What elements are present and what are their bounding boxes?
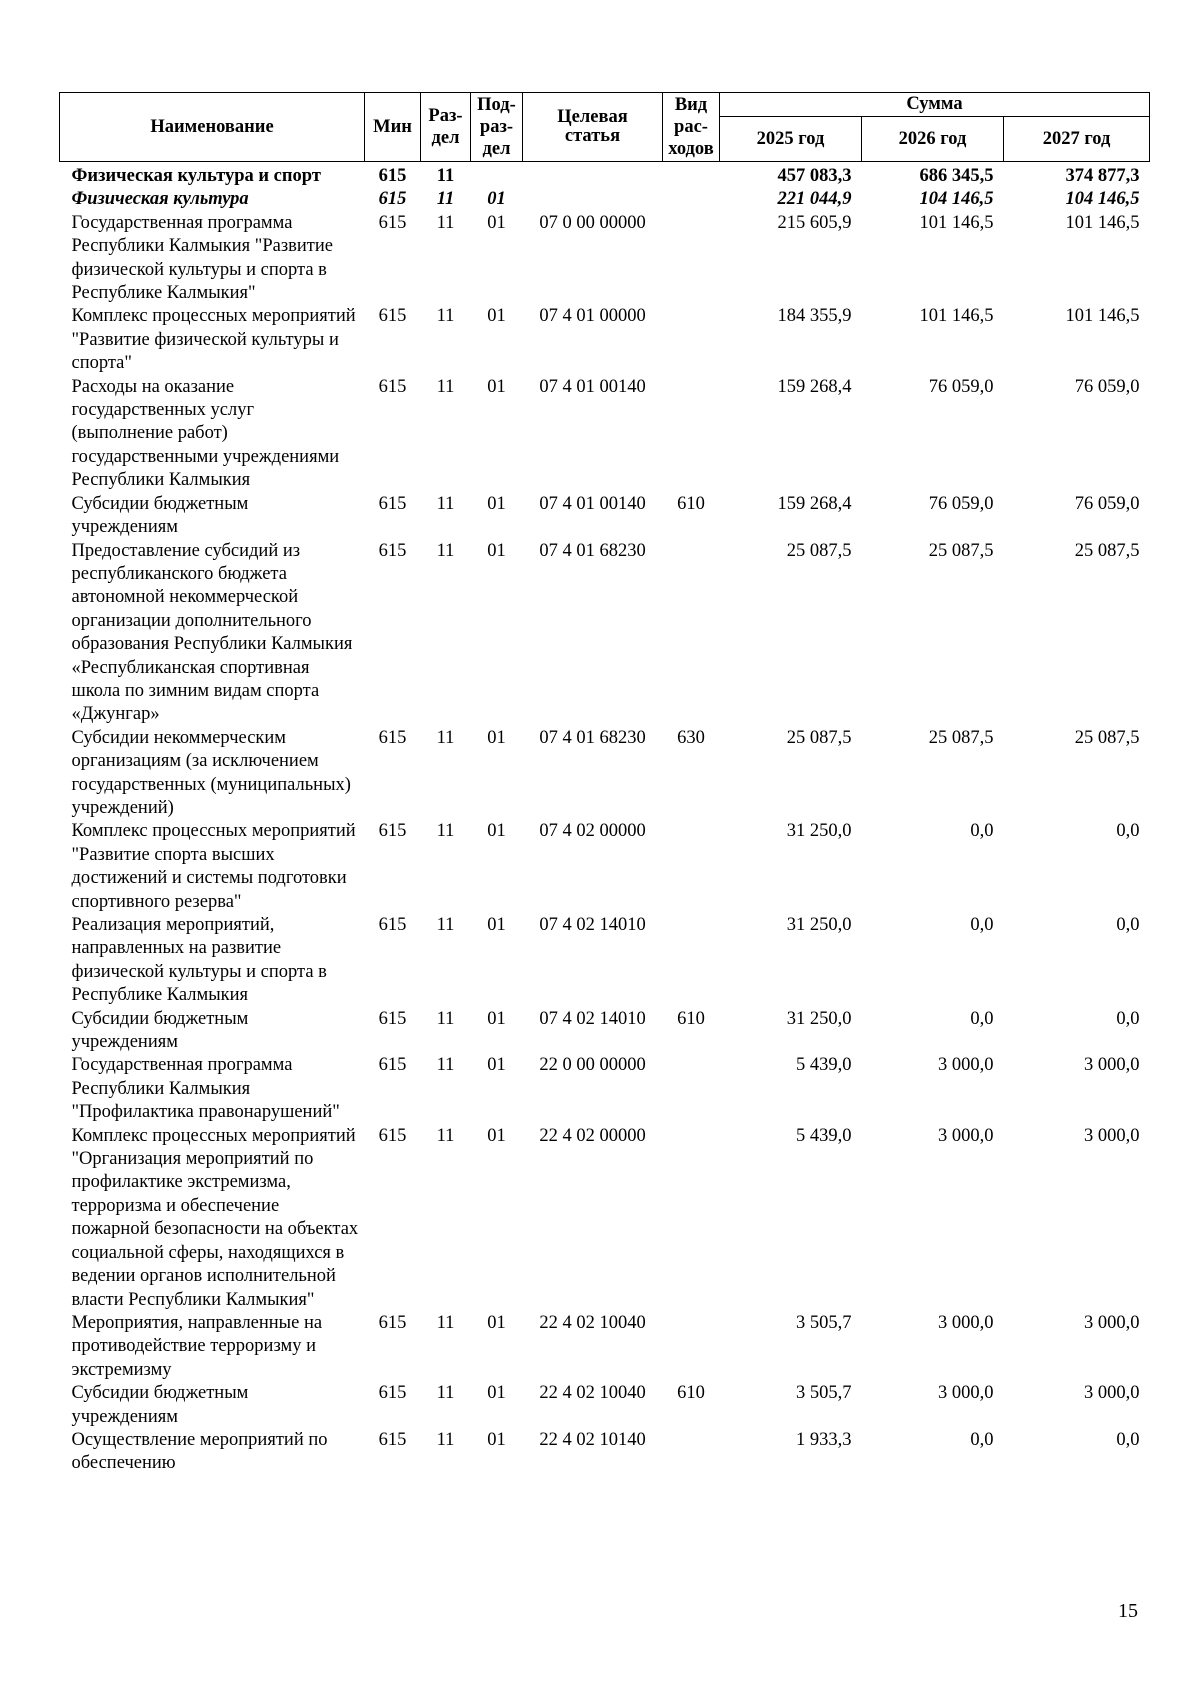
cell-podrazdel: 01 <box>487 1055 506 1076</box>
cell-y2027: 3 000,0 <box>1084 1125 1140 1146</box>
cell-name: Расходы на оказание государственных услуг (выполнение работ) государственными учреждениями Республики Калмыкия <box>71 376 340 491</box>
cell-vid <box>663 376 720 493</box>
cell-name: Предоставление субсидий из республиканского бюджета автономной некоммерческой организации дополнительного образования Республики Калмыкия «Республиканская спортивная школа по зимним видам спорта «Джунгар» <box>71 540 353 725</box>
table-row <box>60 1008 1150 1055</box>
cell-min: 615 <box>378 727 407 748</box>
cell-y2026: 3 000,0 <box>938 1125 994 1146</box>
cell-vid <box>663 188 720 211</box>
cell-razdel: 11 <box>436 1429 455 1450</box>
cell-min: 615 <box>378 189 407 210</box>
cell-target <box>523 188 663 211</box>
cell-y2025: 159 268,4 <box>777 493 852 514</box>
cell-y2027: 104 146,5 <box>1065 189 1140 210</box>
table-row <box>60 540 1150 727</box>
header-name: Наименование <box>60 93 365 162</box>
cell-y2026: 0,0 <box>970 1429 994 1450</box>
budget-table <box>59 92 1150 1476</box>
cell-target: 07 4 01 00000 <box>539 306 646 327</box>
cell-target: 07 4 02 14010 <box>539 915 646 935</box>
cell-y2026: 0,0 <box>970 821 994 842</box>
cell-y2026: 686 345,5 <box>919 166 994 186</box>
cell-razdel: 11 <box>436 189 455 210</box>
cell-name: Государственная программа Республики Калмыкия "Профилактика правонарушений" <box>71 1055 340 1123</box>
cell-y2026: 0,0 <box>970 1008 994 1029</box>
table-body <box>60 162 1150 1476</box>
cell-min: 615 <box>378 493 407 514</box>
cell-vid <box>663 1054 720 1124</box>
cell-min: 615 <box>378 540 407 561</box>
cell-name: Мероприятия, направленные на противодействие терроризму и экстремизму <box>71 1312 323 1380</box>
cell-y2026: 3 000,0 <box>938 1055 994 1076</box>
cell-vid <box>663 305 720 375</box>
cell-vid <box>663 1429 720 1476</box>
cell-podrazdel: 01 <box>487 1008 506 1029</box>
cell-name: Субсидии бюджетным учреждениям <box>71 493 249 538</box>
table-row <box>60 1312 1150 1382</box>
cell-podrazdel: 01 <box>487 1429 506 1450</box>
cell-y2027: 0,0 <box>1116 915 1140 935</box>
table-row <box>60 727 1150 821</box>
cell-y2027: 25 087,5 <box>1074 727 1140 748</box>
cell-min: 615 <box>378 166 407 186</box>
cell-razdel: 11 <box>436 376 455 397</box>
cell-name: Комплекс процессных мероприятий "Организация мероприятий по профилактике экстремизма, терроризма и обеспечение пожарной безопасности на объектах социальной сферы, находящихся в ведении органов исполнительной власти Республики Калмыкия" <box>71 1125 359 1310</box>
cell-razdel: 11 <box>436 1312 455 1333</box>
cell-vid: 610 <box>677 1008 705 1029</box>
cell-razdel: 11 <box>436 727 455 748</box>
cell-name: Субсидии бюджетным учреждениям <box>71 1383 249 1427</box>
cell-podrazdel: 01 <box>487 376 506 397</box>
table-row <box>60 305 1150 375</box>
table-row <box>60 1125 1150 1312</box>
table-row <box>60 1054 1150 1124</box>
cell-vid <box>663 162 720 189</box>
cell-y2027: 101 146,5 <box>1065 212 1140 233</box>
cell-y2027: 3 000,0 <box>1084 1383 1140 1404</box>
table-row <box>60 212 1150 306</box>
cell-vid <box>663 1312 720 1382</box>
table-row <box>60 1382 1150 1429</box>
cell-target: 22 4 02 10040 <box>539 1383 646 1404</box>
cell-podrazdel: 01 <box>487 1125 506 1146</box>
cell-razdel: 11 <box>436 306 455 327</box>
cell-podrazdel: 01 <box>487 821 506 842</box>
cell-target: 07 4 01 00140 <box>539 493 646 514</box>
cell-vid <box>663 820 720 914</box>
header-summa: Сумма <box>720 93 1150 117</box>
cell-podrazdel: 01 <box>487 306 506 327</box>
cell-min: 615 <box>378 376 407 397</box>
cell-y2025: 1 933,3 <box>796 1429 852 1450</box>
cell-y2027: 374 877,3 <box>1065 166 1140 186</box>
cell-razdel: 11 <box>436 915 455 935</box>
cell-y2026: 25 087,5 <box>928 540 994 561</box>
cell-podrazdel: 01 <box>487 540 506 561</box>
cell-y2025: 31 250,0 <box>786 821 852 842</box>
cell-podrazdel: 01 <box>487 1383 506 1404</box>
cell-y2025: 184 355,9 <box>777 306 852 327</box>
cell-target: 22 0 00 00000 <box>539 1055 646 1076</box>
cell-name: Реализация мероприятий, направленных на развитие физической культуры и спорта в Республике Калмыкия <box>71 915 327 1006</box>
cell-razdel: 11 <box>436 1125 455 1146</box>
cell-razdel: 11 <box>436 821 455 842</box>
cell-y2026: 25 087,5 <box>928 727 994 748</box>
cell-name: Субсидии бюджетным учреждениям <box>71 1008 249 1053</box>
table-row <box>60 820 1150 914</box>
cell-razdel: 11 <box>436 1383 455 1404</box>
cell-razdel: 11 <box>436 166 455 186</box>
cell-name: Комплекс процессных мероприятий "Развитие физической культуры и спорта" <box>71 306 356 374</box>
header-razdel: Раз- дел <box>421 93 471 162</box>
cell-name: Физическая культура и спорт <box>71 166 321 186</box>
cell-min: 615 <box>378 212 407 233</box>
cell-y2027: 76 059,0 <box>1074 493 1140 514</box>
cell-y2025: 5 439,0 <box>796 1055 852 1076</box>
cell-razdel: 11 <box>436 1008 455 1029</box>
cell-y2025: 215 605,9 <box>777 212 852 233</box>
cell-y2026: 101 146,5 <box>919 212 994 233</box>
cell-min: 615 <box>378 1055 407 1076</box>
cell-min: 615 <box>378 1312 407 1333</box>
cell-y2025: 25 087,5 <box>786 727 852 748</box>
header-vid: Вид рас- ходов <box>663 93 720 162</box>
header-target: Целевая статья <box>523 93 663 162</box>
cell-y2027: 0,0 <box>1116 1008 1140 1029</box>
cell-y2027: 0,0 <box>1116 1429 1140 1450</box>
cell-y2026: 104 146,5 <box>919 189 994 210</box>
cell-min: 615 <box>378 1125 407 1146</box>
cell-target: 07 4 02 14010 <box>539 1008 646 1029</box>
cell-podrazdel: 01 <box>487 493 506 514</box>
cell-y2027: 3 000,0 <box>1084 1055 1140 1076</box>
cell-y2025: 3 505,7 <box>796 1383 852 1404</box>
cell-podrazdel: 01 <box>487 212 506 233</box>
cell-y2026: 76 059,0 <box>928 493 994 514</box>
cell-vid: 610 <box>677 1383 705 1404</box>
header-2025: 2025 год <box>720 117 862 162</box>
cell-y2026: 0,0 <box>970 915 994 935</box>
cell-target: 07 4 02 00000 <box>539 821 646 842</box>
header-min: Мин <box>365 93 421 162</box>
cell-podrazdel: 01 <box>487 1312 506 1333</box>
cell-razdel: 11 <box>436 493 455 514</box>
cell-y2025: 5 439,0 <box>796 1125 852 1146</box>
cell-name: Осуществление мероприятий по обеспечению <box>71 1429 328 1474</box>
cell-y2025: 31 250,0 <box>786 1008 852 1029</box>
header-podrazdel: Под- раз- дел <box>471 93 523 162</box>
cell-y2025: 31 250,0 <box>786 915 852 935</box>
cell-y2025: 3 505,7 <box>796 1312 852 1333</box>
cell-name: Субсидии некоммерческим организациям (за исключением государственных (муниципальных) учреждений) <box>71 727 351 818</box>
cell-min: 615 <box>378 306 407 327</box>
cell-name: Комплекс процессных мероприятий "Развитие спорта высших достижений и системы подготовки спортивного резерва" <box>71 821 356 912</box>
cell-y2025: 457 083,3 <box>777 166 852 186</box>
cell-min: 615 <box>378 1383 407 1404</box>
cell-target: 07 4 01 00140 <box>539 376 646 397</box>
cell-y2026: 76 059,0 <box>928 376 994 397</box>
cell-target: 07 4 01 68230 <box>539 540 646 561</box>
cell-y2027: 3 000,0 <box>1084 1312 1140 1333</box>
cell-vid <box>663 1125 720 1312</box>
cell-y2027: 101 146,5 <box>1065 306 1140 327</box>
table-row <box>60 376 1150 493</box>
cell-podrazdel: 01 <box>487 189 506 210</box>
cell-min: 615 <box>378 1429 407 1450</box>
cell-y2026: 3 000,0 <box>938 1312 994 1333</box>
cell-target <box>523 162 663 189</box>
cell-y2025: 159 268,4 <box>777 376 852 397</box>
cell-target: 22 4 02 00000 <box>539 1125 646 1146</box>
cell-y2025: 25 087,5 <box>786 540 852 561</box>
cell-min: 615 <box>378 821 407 842</box>
cell-y2026: 101 146,5 <box>919 306 994 327</box>
table-header <box>60 93 1150 162</box>
header-2026: 2026 год <box>862 117 1004 162</box>
cell-target: 07 0 00 00000 <box>539 212 646 233</box>
cell-vid <box>663 540 720 727</box>
table-row <box>60 188 1150 211</box>
cell-name: Государственная программа Республики Калмыкия "Развитие физической культуры и спорта в Республике Калмыкия" <box>71 212 333 304</box>
cell-min: 615 <box>378 1008 407 1029</box>
cell-y2027: 76 059,0 <box>1074 376 1140 397</box>
cell-target: 07 4 01 68230 <box>539 727 646 748</box>
cell-target: 22 4 02 10040 <box>539 1312 646 1333</box>
page-number: 15 <box>1118 1600 1138 1622</box>
cell-vid <box>663 212 720 306</box>
cell-vid: 610 <box>677 493 705 514</box>
cell-razdel: 11 <box>436 540 455 561</box>
table-row <box>60 162 1150 189</box>
cell-y2027: 25 087,5 <box>1074 540 1140 561</box>
cell-podrazdel: 01 <box>487 727 506 748</box>
table-row <box>60 1429 1150 1476</box>
cell-y2025: 221 044,9 <box>777 189 852 210</box>
cell-razdel: 11 <box>436 212 455 233</box>
table-row <box>60 914 1150 1008</box>
cell-vid: 630 <box>677 727 705 748</box>
cell-y2027: 0,0 <box>1116 821 1140 842</box>
cell-podrazdel: 01 <box>487 915 506 935</box>
cell-min: 615 <box>378 915 407 935</box>
cell-razdel: 11 <box>436 1055 455 1076</box>
header-2027: 2027 год <box>1004 117 1150 162</box>
cell-y2026: 3 000,0 <box>938 1383 994 1404</box>
table-row <box>60 493 1150 540</box>
cell-vid <box>663 914 720 1008</box>
cell-name: Физическая культура <box>71 189 249 210</box>
cell-target: 22 4 02 10140 <box>539 1429 646 1450</box>
cell-podrazdel <box>471 162 523 189</box>
